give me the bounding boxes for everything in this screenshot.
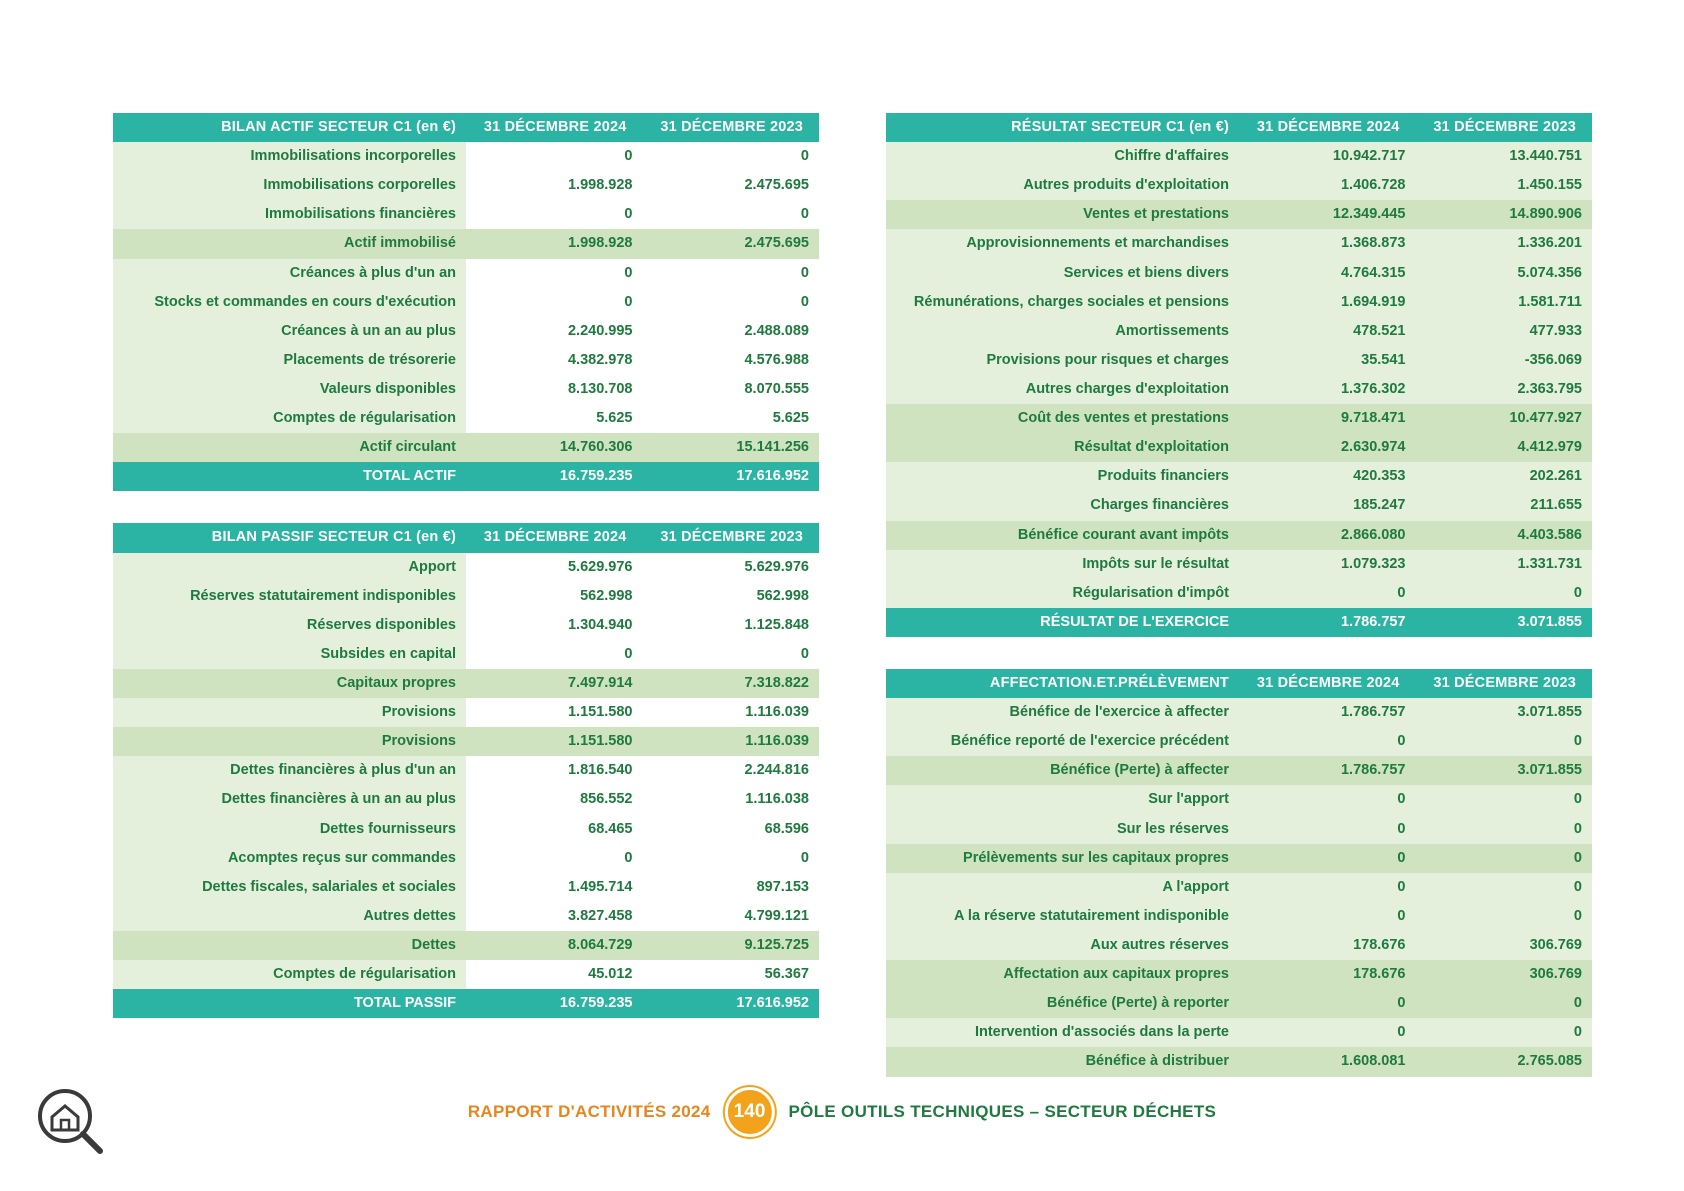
row-label: Amortissements xyxy=(886,317,1239,346)
row-label: Aux autres réserves xyxy=(886,931,1239,960)
value-2024: 0 xyxy=(466,259,643,288)
value-2024: 1.694.919 xyxy=(1239,288,1416,317)
table-row xyxy=(886,346,1592,375)
row-label: Intervention d'associés dans la perte xyxy=(886,1018,1239,1047)
financial-table-resultat xyxy=(886,113,1592,637)
value-2024: 0 xyxy=(466,640,643,669)
table-row xyxy=(113,611,819,640)
value-2024: 1.816.540 xyxy=(466,756,643,785)
value-2024: 5.625 xyxy=(466,404,643,433)
row-label: Prélèvements sur les capitaux propres xyxy=(886,844,1239,873)
row-label: Créances à plus d'un an xyxy=(113,259,466,288)
value-2023: 10.477.927 xyxy=(1416,404,1593,433)
row-label: Bénéfice courant avant impôts xyxy=(886,521,1239,550)
value-2023: 0 xyxy=(1416,844,1593,873)
table-row xyxy=(113,640,819,669)
value-2023: 0 xyxy=(643,288,820,317)
value-2024: 3.827.458 xyxy=(466,902,643,931)
value-2024: 2.866.080 xyxy=(1239,521,1416,550)
table-row xyxy=(113,582,819,611)
value-2024: 4.382.978 xyxy=(466,346,643,375)
value-2023: 5.074.356 xyxy=(1416,259,1593,288)
table-row xyxy=(886,521,1592,550)
row-label: Provisions pour risques et charges xyxy=(886,346,1239,375)
value-2024: 0 xyxy=(466,844,643,873)
table-row xyxy=(886,288,1592,317)
table-header-cell: 31 DÉCEMBRE 2024 xyxy=(1239,669,1416,698)
table-row xyxy=(886,989,1592,1018)
row-label: Chiffre d'affaires xyxy=(886,142,1239,171)
value-2024: 14.760.306 xyxy=(466,433,643,462)
table-header-cell: BILAN PASSIF SECTEUR C1 (en €) xyxy=(113,523,466,552)
table-row xyxy=(113,375,819,404)
value-2024: 9.718.471 xyxy=(1239,404,1416,433)
table-row xyxy=(886,873,1592,902)
table-row xyxy=(113,960,819,989)
value-2023: 4.799.121 xyxy=(643,902,820,931)
table-row xyxy=(886,142,1592,171)
table-row xyxy=(886,317,1592,346)
row-label: Apport xyxy=(113,553,466,582)
table-row xyxy=(886,200,1592,229)
value-2023: 0 xyxy=(643,844,820,873)
value-2023: 56.367 xyxy=(643,960,820,989)
table-row xyxy=(886,902,1592,931)
value-2024: 0 xyxy=(1239,727,1416,756)
value-2024: 478.521 xyxy=(1239,317,1416,346)
value-2024: 1.151.580 xyxy=(466,698,643,727)
row-label: TOTAL ACTIF xyxy=(113,462,466,491)
table-row xyxy=(113,844,819,873)
table-row xyxy=(886,404,1592,433)
table-header-cell: BILAN ACTIF SECTEUR C1 (en €) xyxy=(113,113,466,142)
row-label: Dettes fiscales, salariales et sociales xyxy=(113,873,466,902)
row-label: Autres dettes xyxy=(113,902,466,931)
table-row xyxy=(886,931,1592,960)
value-2023: 4.576.988 xyxy=(643,346,820,375)
table-row xyxy=(886,491,1592,520)
table-header-cell: 31 DÉCEMBRE 2024 xyxy=(466,523,643,552)
table-row xyxy=(886,844,1592,873)
value-2023: 1.116.038 xyxy=(643,785,820,814)
row-label: Comptes de régularisation xyxy=(113,960,466,989)
table-row xyxy=(113,873,819,902)
table-header-cell: RÉSULTAT SECTEUR C1 (en €) xyxy=(886,113,1239,142)
value-2023: 3.071.855 xyxy=(1416,698,1593,727)
row-label: Bénéfice reporté de l'exercice précédent xyxy=(886,727,1239,756)
value-2024: 0 xyxy=(1239,815,1416,844)
value-2024: 68.465 xyxy=(466,815,643,844)
value-2024: 7.497.914 xyxy=(466,669,643,698)
row-label: Réserves statutairement indisponibles xyxy=(113,582,466,611)
row-label: Créances à un an au plus xyxy=(113,317,466,346)
table-header-cell: 31 DÉCEMBRE 2023 xyxy=(643,113,820,142)
financial-table-bilan-actif xyxy=(113,113,819,491)
value-2023: 17.616.952 xyxy=(643,462,820,491)
value-2024: 0 xyxy=(1239,579,1416,608)
value-2023: 0 xyxy=(643,640,820,669)
table-row xyxy=(886,433,1592,462)
value-2024: 1.998.928 xyxy=(466,229,643,258)
table-row xyxy=(113,288,819,317)
row-label: Subsides en capital xyxy=(113,640,466,669)
row-label: Charges financières xyxy=(886,491,1239,520)
row-label: RÉSULTAT DE L'EXERCICE xyxy=(886,608,1239,637)
value-2024: 1.998.928 xyxy=(466,171,643,200)
value-2024: 0 xyxy=(1239,785,1416,814)
value-2023: 306.769 xyxy=(1416,960,1593,989)
value-2024: 1.608.081 xyxy=(1239,1047,1416,1076)
value-2023: 211.655 xyxy=(1416,491,1593,520)
value-2023: 15.141.256 xyxy=(643,433,820,462)
value-2024: 0 xyxy=(466,142,643,171)
row-label: Bénéfice (Perte) à affecter xyxy=(886,756,1239,785)
value-2024: 0 xyxy=(466,200,643,229)
row-label: A l'apport xyxy=(886,873,1239,902)
table-row xyxy=(886,815,1592,844)
section-title: PÔLE OUTILS TECHNIQUES – SECTEUR DÉCHETS xyxy=(788,1102,1217,1121)
value-2023: 0 xyxy=(1416,727,1593,756)
value-2024: 1.304.940 xyxy=(466,611,643,640)
value-2023: 0 xyxy=(1416,873,1593,902)
row-label: Dettes financières à plus d'un an xyxy=(113,756,466,785)
financial-table-affectation xyxy=(886,669,1592,1077)
row-label: Immobilisations incorporelles xyxy=(113,142,466,171)
table-row xyxy=(886,259,1592,288)
table-row xyxy=(113,317,819,346)
value-2024: 5.629.976 xyxy=(466,553,643,582)
value-2023: 14.890.906 xyxy=(1416,200,1593,229)
value-2024: 10.942.717 xyxy=(1239,142,1416,171)
row-label: Produits financiers xyxy=(886,462,1239,491)
table-row xyxy=(113,200,819,229)
value-2023: 0 xyxy=(1416,989,1593,1018)
value-2024: 420.353 xyxy=(1239,462,1416,491)
row-label: Dettes fournisseurs xyxy=(113,815,466,844)
table-row xyxy=(113,698,819,727)
value-2023: 5.629.976 xyxy=(643,553,820,582)
table-row xyxy=(886,756,1592,785)
value-2023: 3.071.855 xyxy=(1416,608,1593,637)
value-2024: 8.130.708 xyxy=(466,375,643,404)
table-header-cell: 31 DÉCEMBRE 2024 xyxy=(466,113,643,142)
table-row xyxy=(113,902,819,931)
value-2023: 306.769 xyxy=(1416,931,1593,960)
value-2024: 1.495.714 xyxy=(466,873,643,902)
value-2024: 0 xyxy=(1239,844,1416,873)
row-label: Sur les réserves xyxy=(886,815,1239,844)
value-2023: 0 xyxy=(643,200,820,229)
value-2024: 856.552 xyxy=(466,785,643,814)
value-2023: 0 xyxy=(643,259,820,288)
value-2023: -356.069 xyxy=(1416,346,1593,375)
table-row xyxy=(113,815,819,844)
value-2023: 2.363.795 xyxy=(1416,375,1593,404)
value-2023: 1.336.201 xyxy=(1416,229,1593,258)
value-2023: 2.244.816 xyxy=(643,756,820,785)
table-row xyxy=(113,756,819,785)
value-2023: 2.488.089 xyxy=(643,317,820,346)
table-row xyxy=(113,727,819,756)
table-row xyxy=(886,579,1592,608)
value-2023: 5.625 xyxy=(643,404,820,433)
value-2024: 185.247 xyxy=(1239,491,1416,520)
row-label: Actif circulant xyxy=(113,433,466,462)
value-2024: 0 xyxy=(1239,902,1416,931)
row-label: A la réserve statutairement indisponible xyxy=(886,902,1239,931)
row-label: Placements de trésorerie xyxy=(113,346,466,375)
value-2024: 0 xyxy=(1239,1018,1416,1047)
table-header-cell: 31 DÉCEMBRE 2023 xyxy=(643,523,820,552)
table-row xyxy=(886,171,1592,200)
financial-table-bilan-passif xyxy=(113,523,819,1018)
row-label: Réserves disponibles xyxy=(113,611,466,640)
table-header-cell: 31 DÉCEMBRE 2024 xyxy=(1239,113,1416,142)
value-2024: 1.406.728 xyxy=(1239,171,1416,200)
row-label: Résultat d'exploitation xyxy=(886,433,1239,462)
value-2023: 13.440.751 xyxy=(1416,142,1593,171)
table-row xyxy=(886,550,1592,579)
left-column xyxy=(113,113,819,1050)
value-2023: 1.116.039 xyxy=(643,698,820,727)
table-row xyxy=(113,433,819,462)
value-2023: 17.616.952 xyxy=(643,989,820,1018)
row-label: Autres produits d'exploitation xyxy=(886,171,1239,200)
row-label: Bénéfice de l'exercice à affecter xyxy=(886,698,1239,727)
table-header-cell: 31 DÉCEMBRE 2023 xyxy=(1416,113,1593,142)
table-row xyxy=(886,1018,1592,1047)
value-2024: 2.240.995 xyxy=(466,317,643,346)
table-row xyxy=(113,462,819,491)
row-label: Impôts sur le résultat xyxy=(886,550,1239,579)
page-footer xyxy=(0,1087,1684,1147)
table-row xyxy=(886,462,1592,491)
table-header-cell: 31 DÉCEMBRE 2023 xyxy=(1416,669,1593,698)
report-title: RAPPORT D'ACTIVITÉS 2024 xyxy=(467,1102,711,1121)
row-label: Provisions xyxy=(113,698,466,727)
value-2023: 2.475.695 xyxy=(643,171,820,200)
value-2024: 16.759.235 xyxy=(466,989,643,1018)
row-label: Régularisation d'impôt xyxy=(886,579,1239,608)
table-row xyxy=(113,553,819,582)
row-label: Dettes xyxy=(113,931,466,960)
right-column xyxy=(886,113,1592,1109)
value-2024: 0 xyxy=(1239,873,1416,902)
value-2023: 0 xyxy=(1416,815,1593,844)
value-2024: 1.786.757 xyxy=(1239,756,1416,785)
row-label: Services et biens divers xyxy=(886,259,1239,288)
value-2024: 1.786.757 xyxy=(1239,698,1416,727)
value-2023: 1.125.848 xyxy=(643,611,820,640)
value-2023: 4.412.979 xyxy=(1416,433,1593,462)
value-2024: 1.079.323 xyxy=(1239,550,1416,579)
value-2023: 3.071.855 xyxy=(1416,756,1593,785)
table-row xyxy=(886,375,1592,404)
value-2023: 1.581.711 xyxy=(1416,288,1593,317)
value-2024: 8.064.729 xyxy=(466,931,643,960)
value-2023: 897.153 xyxy=(643,873,820,902)
page-number-badge: 140 xyxy=(725,1087,775,1137)
value-2024: 1.151.580 xyxy=(466,727,643,756)
value-2023: 8.070.555 xyxy=(643,375,820,404)
row-label: Valeurs disponibles xyxy=(113,375,466,404)
value-2023: 0 xyxy=(1416,579,1593,608)
table-row xyxy=(886,785,1592,814)
row-label: TOTAL PASSIF xyxy=(113,989,466,1018)
table-row xyxy=(113,142,819,171)
row-label: Affectation aux capitaux propres xyxy=(886,960,1239,989)
row-label: Coût des ventes et prestations xyxy=(886,404,1239,433)
table-row xyxy=(886,608,1592,637)
row-label: Actif immobilisé xyxy=(113,229,466,258)
table-row xyxy=(886,960,1592,989)
table-row xyxy=(886,698,1592,727)
value-2023: 7.318.822 xyxy=(643,669,820,698)
row-label: Provisions xyxy=(113,727,466,756)
value-2023: 2.765.085 xyxy=(1416,1047,1593,1076)
value-2024: 178.676 xyxy=(1239,960,1416,989)
value-2024: 35.541 xyxy=(1239,346,1416,375)
value-2024: 0 xyxy=(1239,989,1416,1018)
value-2024: 1.368.873 xyxy=(1239,229,1416,258)
value-2024: 0 xyxy=(466,288,643,317)
value-2023: 2.475.695 xyxy=(643,229,820,258)
row-label: Immobilisations financières xyxy=(113,200,466,229)
row-label: Rémunérations, charges sociales et pensions xyxy=(886,288,1239,317)
table-header-cell: AFFECTATION.ET.PRÉLÈVEMENT xyxy=(886,669,1239,698)
value-2023: 4.403.586 xyxy=(1416,521,1593,550)
value-2024: 2.630.974 xyxy=(1239,433,1416,462)
value-2023: 0 xyxy=(1416,902,1593,931)
row-label: Autres charges d'exploitation xyxy=(886,375,1239,404)
row-label: Dettes financières à un an au plus xyxy=(113,785,466,814)
value-2024: 45.012 xyxy=(466,960,643,989)
row-label: Approvisionnements et marchandises xyxy=(886,229,1239,258)
value-2023: 9.125.725 xyxy=(643,931,820,960)
value-2024: 12.349.445 xyxy=(1239,200,1416,229)
row-label: Capitaux propres xyxy=(113,669,466,698)
table-row xyxy=(886,1047,1592,1076)
value-2023: 562.998 xyxy=(643,582,820,611)
value-2023: 202.261 xyxy=(1416,462,1593,491)
value-2024: 1.786.757 xyxy=(1239,608,1416,637)
value-2023: 477.933 xyxy=(1416,317,1593,346)
value-2023: 0 xyxy=(643,142,820,171)
value-2023: 0 xyxy=(1416,1018,1593,1047)
value-2023: 1.450.155 xyxy=(1416,171,1593,200)
row-label: Immobilisations corporelles xyxy=(113,171,466,200)
value-2023: 1.116.039 xyxy=(643,727,820,756)
table-row xyxy=(113,669,819,698)
value-2023: 1.331.731 xyxy=(1416,550,1593,579)
value-2024: 178.676 xyxy=(1239,931,1416,960)
row-label: Sur l'apport xyxy=(886,785,1239,814)
row-label: Stocks et commandes en cours d'exécution xyxy=(113,288,466,317)
value-2023: 0 xyxy=(1416,785,1593,814)
table-row xyxy=(113,229,819,258)
row-label: Bénéfice (Perte) à reporter xyxy=(886,989,1239,1018)
table-row xyxy=(113,346,819,375)
table-row xyxy=(113,931,819,960)
row-label: Bénéfice à distribuer xyxy=(886,1047,1239,1076)
row-label: Ventes et prestations xyxy=(886,200,1239,229)
table-row xyxy=(113,785,819,814)
table-row xyxy=(113,404,819,433)
row-label: Comptes de régularisation xyxy=(113,404,466,433)
table-row xyxy=(886,229,1592,258)
table-row xyxy=(113,171,819,200)
table-row xyxy=(113,259,819,288)
value-2024: 1.376.302 xyxy=(1239,375,1416,404)
value-2024: 16.759.235 xyxy=(466,462,643,491)
row-label: Acomptes reçus sur commandes xyxy=(113,844,466,873)
value-2024: 562.998 xyxy=(466,582,643,611)
value-2024: 4.764.315 xyxy=(1239,259,1416,288)
house-magnifier-logo xyxy=(34,1085,106,1157)
table-row xyxy=(886,727,1592,756)
value-2023: 68.596 xyxy=(643,815,820,844)
table-row xyxy=(113,989,819,1018)
